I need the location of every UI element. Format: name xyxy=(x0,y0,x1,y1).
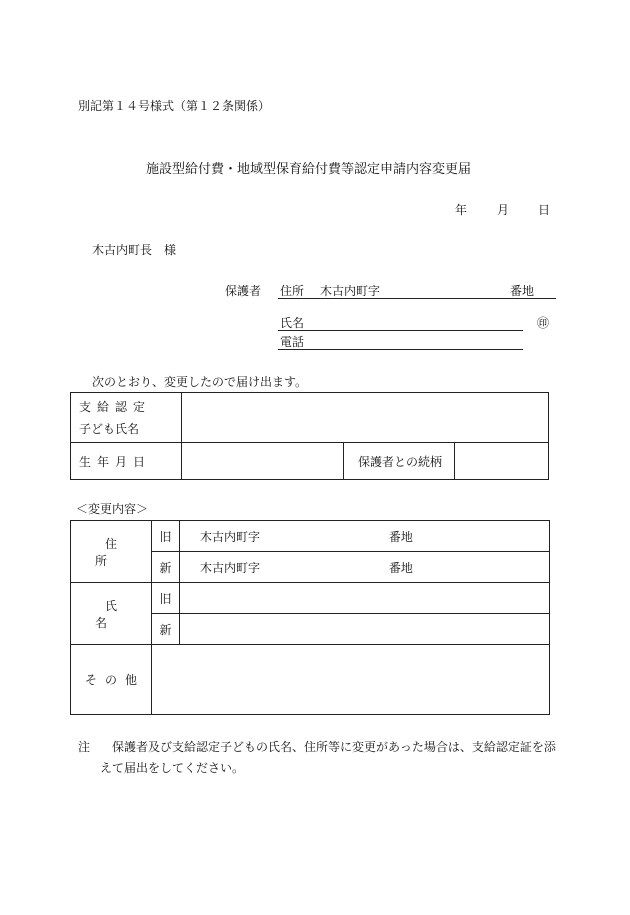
guardian-address-label: 住所 xyxy=(280,284,305,298)
phone-underline xyxy=(278,349,523,350)
child-name-label-cell xyxy=(71,393,182,443)
address-change-label-cell xyxy=(71,521,152,583)
intro-text: 次のとおり、変更したので届け出ます。 xyxy=(92,375,308,389)
form-title: 施設型給付費・地域型保育給付費等認定申請内容変更届 xyxy=(146,162,472,177)
name-underline xyxy=(278,330,523,331)
name-old-mark: 旧 xyxy=(159,591,172,606)
name-new-mark-cell xyxy=(152,614,180,645)
address-new-field[interactable] xyxy=(180,552,550,583)
child-label-line2: 子ども氏名 xyxy=(79,421,140,436)
guardian-phone-label: 電話 xyxy=(280,335,305,349)
date-month: 月 xyxy=(497,203,510,217)
form-number: 別記第１４号様式（第１２条関係） xyxy=(78,99,271,113)
name-old-mark-cell xyxy=(152,583,180,614)
guardian-name-label: 氏名 xyxy=(280,316,305,330)
relation-field[interactable] xyxy=(455,443,549,480)
address-change-label: 住所 xyxy=(94,536,137,568)
name-old-field[interactable] xyxy=(180,583,550,614)
birth-label: 生年月日 xyxy=(79,454,152,469)
address-new-town: 木古内町字 xyxy=(200,560,261,575)
relation-label: 保護者との続柄 xyxy=(358,454,443,469)
birth-label-cell xyxy=(71,443,182,480)
note-line1: 保護者及び支給認定子どもの氏名、住所等に変更があった場合は、支給認定証を添 xyxy=(112,740,556,754)
note-label: 注 xyxy=(78,740,91,754)
address-new-mark-cell xyxy=(152,552,180,583)
other-label: その他 xyxy=(84,673,145,687)
name-new-field[interactable] xyxy=(180,614,550,645)
addressee: 木古内町長 様 xyxy=(92,243,177,257)
seal-mark: ㊞ xyxy=(537,316,550,330)
guardian-banchi: 番地 xyxy=(510,284,535,298)
address-old-mark-cell xyxy=(152,521,180,552)
changes-table xyxy=(70,520,550,715)
guardian-address-town: 木古内町字 xyxy=(320,284,381,298)
name-new-mark: 新 xyxy=(159,622,172,637)
guardian-label: 保護者 xyxy=(225,284,262,298)
other-label-cell xyxy=(71,645,152,715)
address-new-banchi: 番地 xyxy=(388,560,413,575)
date-day: 日 xyxy=(538,203,551,217)
address-old-field[interactable] xyxy=(180,521,550,552)
name-change-label: 氏名 xyxy=(94,598,137,630)
child-info-table xyxy=(70,392,549,480)
relation-label-cell xyxy=(344,443,455,480)
address-old-mark: 旧 xyxy=(159,529,172,544)
changes-header: ＜変更内容＞ xyxy=(76,502,149,516)
address-new-mark: 新 xyxy=(159,560,172,575)
note-line2: えて届出をしてください。 xyxy=(100,761,245,775)
birth-date-field[interactable] xyxy=(182,443,344,480)
address-underline xyxy=(278,298,556,299)
child-name-field[interactable] xyxy=(182,393,549,443)
address-old-town: 木古内町字 xyxy=(200,529,261,544)
child-label-line1: 支給認定 xyxy=(79,399,152,414)
name-change-label-cell xyxy=(71,583,152,645)
other-field[interactable] xyxy=(152,645,550,715)
date-year: 年 xyxy=(455,203,468,217)
address-old-banchi: 番地 xyxy=(388,529,413,544)
